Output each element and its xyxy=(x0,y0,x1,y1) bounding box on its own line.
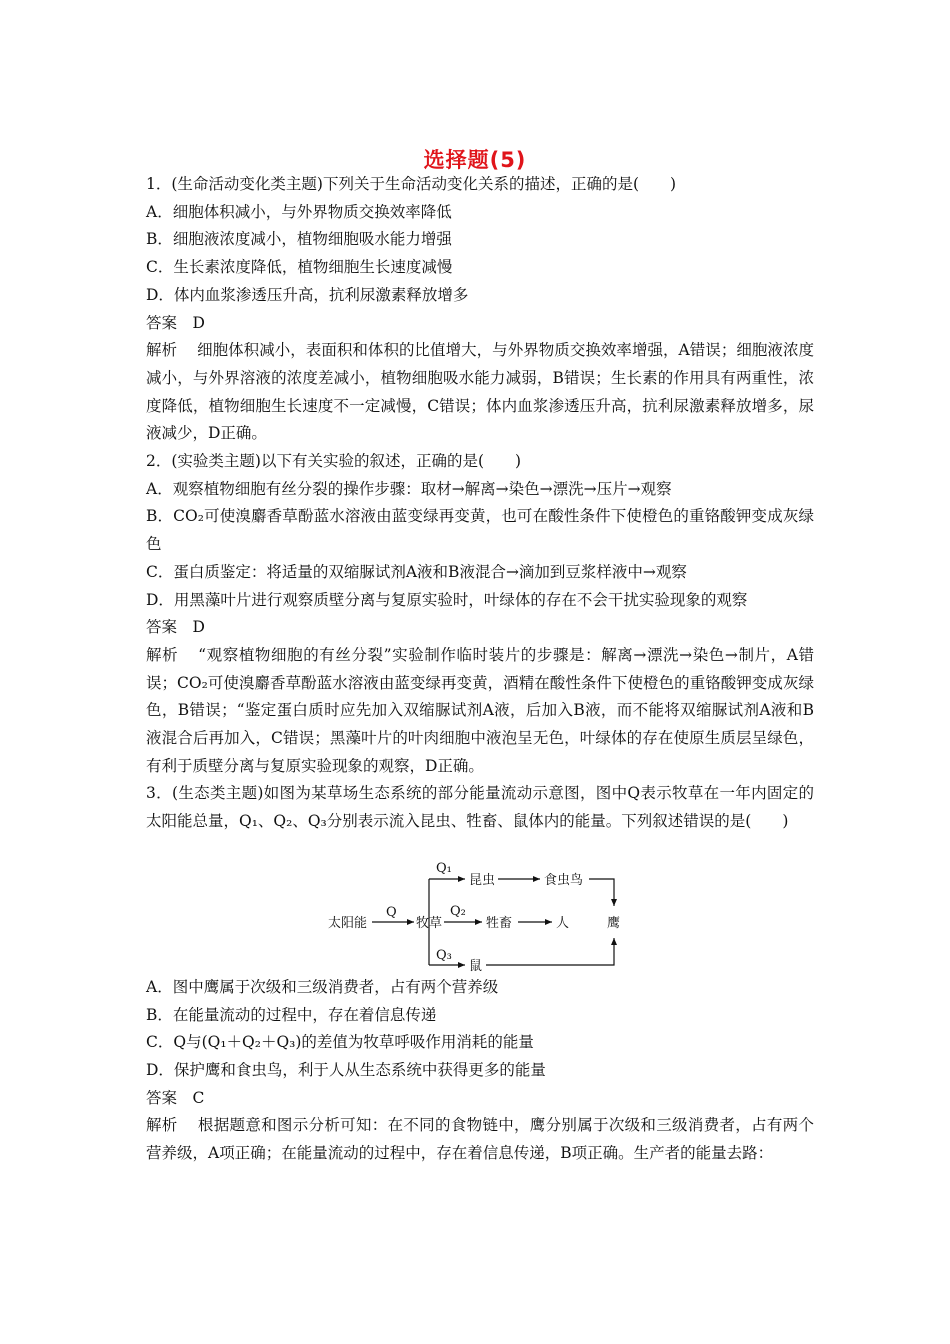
label-q: Q xyxy=(386,904,397,920)
q2-option-c: C．蛋白质鉴定：将适量的双缩脲试剂A液和B液混合→滴加到豆浆样液中→观察 xyxy=(146,562,687,581)
q2-analysis xyxy=(146,642,814,781)
q2-option-b: B．CO₂可使溴麝香草酚蓝水溶液由蓝变绿再变黄，也可在酸性条件下使橙色的重铬酸钾变成灰绿色 xyxy=(146,507,814,554)
node-human: 人 xyxy=(556,915,570,931)
node-grass: 牧草 xyxy=(416,915,443,931)
q1-option-a: A．细胞体积减小，与外界物质交换效率降低 xyxy=(146,202,452,221)
q2-answer: 答案 D xyxy=(146,618,205,637)
q1-analysis xyxy=(146,337,814,448)
q1-analysis-text: 细胞体积减小，表面积和体积的比值增大，与外界物质交换效率增强，A错误；细胞液浓度减小，与外界溶液的浓度差减小，植物细胞吸水能力减弱，B错误；生长素的作用具有两重性，浓度降低，植物细胞生长速度不一定减慢，C错误；体内血浆渗透压升高，抗利尿激素释放增多，尿液减少，D正确。 xyxy=(146,341,814,443)
label-q3: Q₃ xyxy=(436,947,452,963)
question-content xyxy=(146,171,814,1168)
arrow-mouse-eagle xyxy=(486,938,614,965)
q2-stem: 2．(实验类主题)以下有关实验的叙述，正确的是( ) xyxy=(146,452,522,471)
q2-analysis-text: “观察植物细胞的有丝分裂”实验制作临时装片的步骤是：解离→漂洗→染色→制片，A错误；CO₂可使溴麝香草酚蓝水溶液由蓝变绿再变黄，酒精在酸性条件下使橙色的重铬酸钾变成灰绿色，B错误；“鉴定蛋白质时应先加入双缩脲试剂A液，后加入B液，而不能将双缩脲试剂A液和B液混合后再加入，C错误；黑藻叶片的叶肉细胞中液泡呈无色，叶绿体的存在使原生质层呈绿色，有利于质壁分离与复原实验现象的观察，D正确。 xyxy=(146,645,814,775)
node-eagle: 鹰 xyxy=(607,915,621,931)
q1-answer: 答案 D xyxy=(146,313,205,332)
q3-option-c: C．Q与(Q₁＋Q₂＋Q₃)的差值为牧草呼吸作用消耗的能量 xyxy=(146,1033,534,1052)
q3-option-a: A．图中鹰属于次级和三级消费者，占有两个营养级 xyxy=(146,977,499,996)
page-title: 选择题(5) xyxy=(423,148,527,172)
q1-option-c: C．生长素浓度降低，植物细胞生长速度减慢 xyxy=(146,258,453,277)
node-insect: 昆虫 xyxy=(469,872,496,888)
node-livestock: 牲畜 xyxy=(486,915,513,931)
arrow-bird-eagle xyxy=(589,879,614,906)
q3-stem: 3．(生态类主题)如图为某草场生态系统的部分能量流动示意图，图中Q表示牧草在一年内固定的太阳能总量，Q₁、Q₂、Q₃分别表示流入昆虫、牲畜、鼠体内的能量。下列叙述错误的是( ) xyxy=(146,784,814,831)
q3-option-b: B．在能量流动的过程中，存在着信息传递 xyxy=(146,1005,437,1024)
energy-flow-diagram xyxy=(146,836,814,974)
q1-option-d: D．体内血浆渗透压升高，抗利尿激素释放增多 xyxy=(146,285,469,304)
q3-analysis-text: 根据题意和图示分析可知：在不同的食物链中，鹰分别属于次级和三级消费者，占有两个营养级，A项正确；在能量流动的过程中，存在着信息传递，B项正确。生产者的能量去路： xyxy=(146,1116,814,1163)
q2-analysis-label: 解析 xyxy=(146,645,179,664)
node-bird: 食虫鸟 xyxy=(544,872,584,888)
q1-analysis-label: 解析 xyxy=(146,341,178,360)
q3-analysis-label: 解析 xyxy=(146,1116,178,1135)
q2-option-a: A．观察植物细胞有丝分裂的操作步骤：取材→解离→染色→漂洗→压片→观察 xyxy=(146,479,672,498)
q3-answer: 答案 C xyxy=(146,1088,205,1107)
q1-option-b: B．细胞液浓度减小，植物细胞吸水能力增强 xyxy=(146,230,452,249)
node-mouse: 鼠 xyxy=(469,958,483,974)
energy-flow-svg xyxy=(146,836,814,974)
label-q1: Q₁ xyxy=(436,860,452,876)
q1-stem: 1．(生命活动变化类主题)下列关于生命活动变化关系的描述，正确的是( ) xyxy=(146,175,677,193)
node-sun: 太阳能 xyxy=(328,915,368,931)
q3-option-d: D．保护鹰和食虫鸟，利于人从生态系统中获得更多的能量 xyxy=(146,1060,546,1079)
q2-option-d: D．用黑藻叶片进行观察质壁分离与复原实验时，叶绿体的存在不会干扰实验现象的观察 xyxy=(146,590,748,609)
label-q2: Q₂ xyxy=(450,903,466,919)
q3-analysis xyxy=(146,1112,814,1167)
